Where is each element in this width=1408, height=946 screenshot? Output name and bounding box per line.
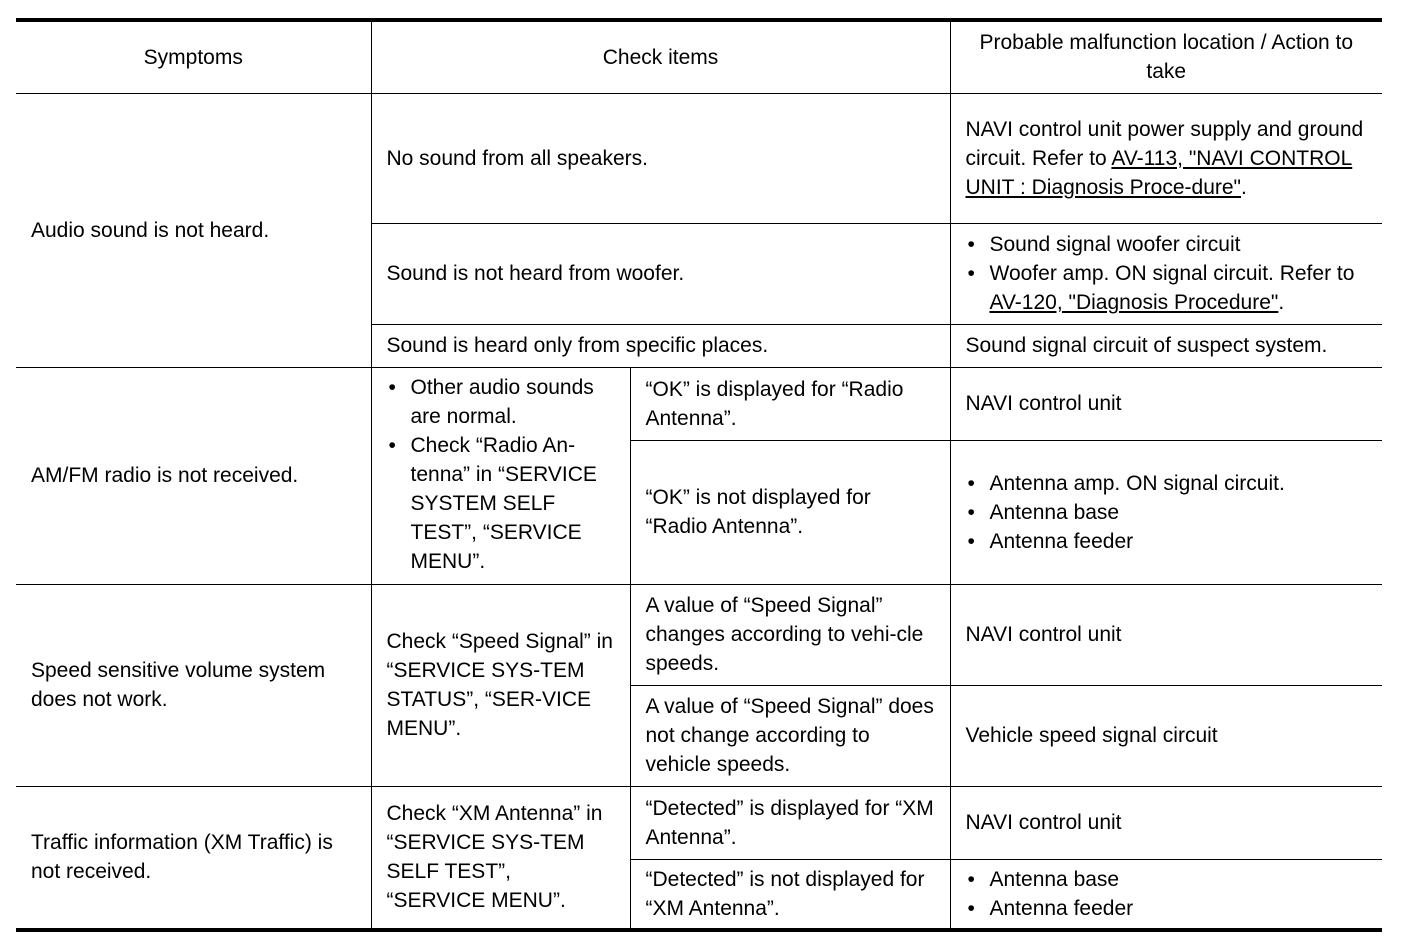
check-cell xyxy=(371,367,630,584)
action-cell xyxy=(950,859,1382,930)
action-text: NAVI control unit power supply and ground circuit. Refer to xyxy=(965,117,1364,170)
header-check-items: Check items xyxy=(371,20,950,93)
action-cell xyxy=(950,223,1382,324)
check-cell: Sound is not heard from woofer. xyxy=(371,223,950,324)
action-cell: NAVI control unit xyxy=(950,584,1382,685)
list-item: • Antenna feeder xyxy=(966,894,1368,923)
symptom-speed: Speed sensitive volume system does not work. xyxy=(16,584,371,786)
symptom-amfm: AM/FM radio is not received. xyxy=(16,367,371,584)
av-113-link[interactable]: AV-113, "NAVI CONTROL UNIT : Diagnosis Proce-dure" xyxy=(965,146,1353,199)
action-list xyxy=(966,865,1368,923)
list-item xyxy=(966,259,1368,317)
result-cell: A value of “Speed Signal” changes according to vehi-cle speeds. xyxy=(630,584,950,685)
table-row xyxy=(16,93,1382,223)
header-row xyxy=(16,20,1382,93)
list-item: • Check “Radio An-tenna” in “SERVICE SYSTEM SELF TEST”, “SERVICE MENU”. xyxy=(387,431,615,576)
result-cell: “OK” is not displayed for “Radio Antenna”. xyxy=(630,440,950,584)
list-item: • Other audio sounds are normal. xyxy=(387,373,615,431)
check-cell: No sound from all speakers. xyxy=(371,93,950,223)
table-row xyxy=(16,367,1382,440)
header-action: Probable malfunction location / Action to take xyxy=(950,20,1382,93)
diagnosis-table xyxy=(16,18,1382,932)
result-cell: “Detected” is not displayed for “XM Antenna”. xyxy=(630,859,950,930)
av-120-link[interactable]: AV-120, "Diagnosis Procedure" xyxy=(989,291,1279,314)
check-cell: Sound is heard only from specific places. xyxy=(371,324,950,367)
action-list xyxy=(966,469,1368,556)
header-symptoms: Symptoms xyxy=(16,20,371,93)
list-item: • Sound signal woofer circuit xyxy=(966,230,1368,259)
check-list xyxy=(387,373,615,576)
action-cell: Vehicle speed signal circuit xyxy=(950,685,1382,786)
check-cell: Check “Speed Signal” in “SERVICE SYS-TEM STATUS”, “SER-VICE MENU”. xyxy=(371,584,630,786)
result-cell: “Detected” is displayed for “XM Antenna”. xyxy=(630,786,950,859)
list-item: • Antenna feeder xyxy=(966,527,1368,556)
action-cell xyxy=(950,93,1382,223)
result-cell: A value of “Speed Signal” does not change according to vehicle speeds. xyxy=(630,685,950,786)
list-item: • Antenna base xyxy=(966,498,1368,527)
result-cell: “OK” is displayed for “Radio Antenna”. xyxy=(630,367,950,440)
list-item: • Antenna amp. ON signal circuit. xyxy=(966,469,1368,498)
action-cell xyxy=(950,440,1382,584)
action-list xyxy=(966,230,1368,317)
table-row xyxy=(16,786,1382,859)
action-text-end: . xyxy=(1278,291,1285,314)
action-cell: NAVI control unit xyxy=(950,786,1382,859)
action-text-end: . xyxy=(1241,175,1247,199)
action-text: Woofer amp. ON signal circuit. Refer to xyxy=(989,262,1355,285)
check-cell: Check “XM Antenna” in “SERVICE SYS-TEM SELF TEST”, “SERVICE MENU”. xyxy=(371,786,630,930)
action-cell: NAVI control unit xyxy=(950,367,1382,440)
symptom-audio: Audio sound is not heard. xyxy=(16,93,371,367)
action-cell: Sound signal circuit of suspect system. xyxy=(950,324,1382,367)
list-item: • Antenna base xyxy=(966,865,1368,894)
table-row xyxy=(16,584,1382,685)
symptom-xm: Traffic information (XM Traffic) is not received. xyxy=(16,786,371,930)
